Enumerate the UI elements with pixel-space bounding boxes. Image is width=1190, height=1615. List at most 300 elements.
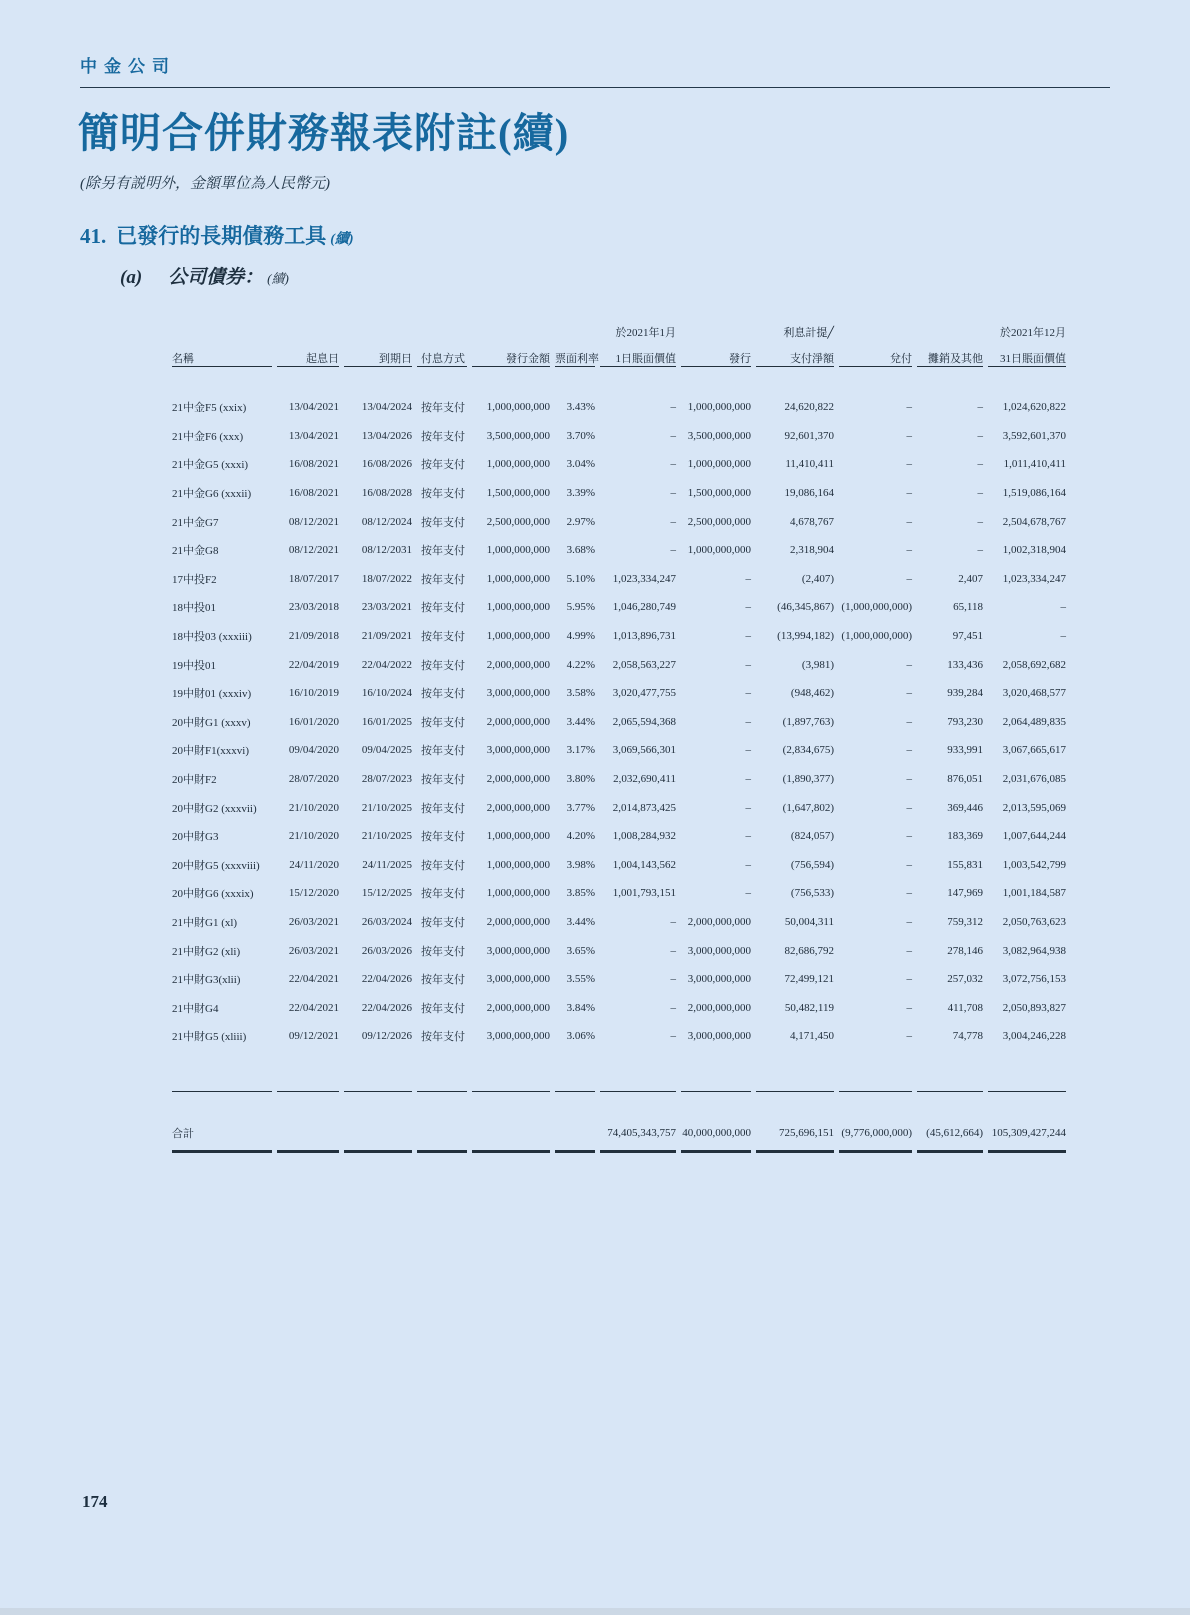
cell: – xyxy=(745,601,751,614)
cell: (1,647,802) xyxy=(782,801,834,814)
cell: 2,500,000,000 xyxy=(687,515,751,528)
cell: 74,778 xyxy=(952,1030,983,1043)
cell: 26/03/2021 xyxy=(288,915,339,928)
cell: – xyxy=(745,858,751,871)
cell: 1,023,334,247 xyxy=(612,572,676,585)
cell: 22/04/2019 xyxy=(288,658,339,671)
page-title: 簡明合併財務報表附註(續) xyxy=(78,110,570,156)
cell: 16/10/2019 xyxy=(288,687,339,700)
cell: 4,678,767 xyxy=(790,515,834,528)
table-row xyxy=(172,965,1067,994)
table-rule xyxy=(172,366,1067,367)
cell: 92,601,370 xyxy=(784,429,834,442)
cell: (46,345,867) xyxy=(777,601,834,614)
cell: – xyxy=(977,515,983,528)
section-title: 已發行的長期債務工具 xyxy=(116,224,327,248)
column-header: 支付淨額 xyxy=(790,353,834,365)
page-bottom-edge xyxy=(0,1608,1190,1615)
cell: 3,000,000,000 xyxy=(486,687,550,700)
column-header: 發行金額 xyxy=(506,353,550,365)
table-body xyxy=(172,393,1067,1051)
cell: 21/10/2025 xyxy=(361,830,412,843)
cell: 16/08/2021 xyxy=(288,458,339,471)
cell: 22/04/2021 xyxy=(288,973,339,986)
table-row xyxy=(172,851,1067,880)
rule-segment xyxy=(600,366,676,367)
cell: 2,065,594,368 xyxy=(612,715,676,728)
cell: 21中金G5 (xxxi) xyxy=(172,459,249,472)
cell: 1,003,542,799 xyxy=(1002,858,1066,871)
table-header xyxy=(172,340,1067,366)
cell: 16/08/2028 xyxy=(361,487,412,500)
cell: 933,991 xyxy=(947,744,983,757)
cell: 16/08/2021 xyxy=(288,487,339,500)
cell: 20中財F2 xyxy=(172,774,217,787)
cell: 3.43% xyxy=(566,401,595,414)
cell: 278,146 xyxy=(947,944,983,957)
cell: 按年支付 xyxy=(421,831,465,844)
column-header: 到期日 xyxy=(379,353,412,365)
cell: 按年支付 xyxy=(421,659,465,672)
table-rule xyxy=(172,1150,1067,1153)
table-row xyxy=(172,479,1067,508)
cell: 3,000,000,000 xyxy=(486,973,550,986)
cell: 21/09/2018 xyxy=(288,630,339,643)
currency-note: (除另有説明外，金額單位為人民幣元) xyxy=(80,176,330,192)
rule-segment xyxy=(988,1091,1066,1092)
cell: – xyxy=(745,801,751,814)
cell: – xyxy=(670,487,676,500)
cell: 3.84% xyxy=(566,1001,595,1014)
cell: 16/08/2026 xyxy=(361,458,412,471)
cell: 3.17% xyxy=(566,744,595,757)
rule-segment xyxy=(839,366,912,367)
column-header: 1日賬面價值 xyxy=(615,353,676,365)
cell: 3,082,964,938 xyxy=(1002,944,1066,957)
cell: 1,024,620,822 xyxy=(1002,401,1066,414)
cell: 133,436 xyxy=(947,658,983,671)
cell: 24,620,822 xyxy=(784,401,834,414)
cell: – xyxy=(906,944,912,957)
cell: 3.70% xyxy=(566,429,595,442)
cell: 3.44% xyxy=(566,715,595,728)
cell: 按年支付 xyxy=(421,430,465,443)
cell: 2,000,000,000 xyxy=(687,915,751,928)
cell: 28/07/2020 xyxy=(288,773,339,786)
cell: 按年支付 xyxy=(421,688,465,701)
cell: 2,318,904 xyxy=(790,544,834,557)
cell: – xyxy=(906,801,912,814)
cell: 3.58% xyxy=(566,687,595,700)
cell: – xyxy=(670,458,676,471)
cell: 411,708 xyxy=(947,1001,983,1014)
rule-segment xyxy=(917,1091,983,1092)
cell: 09/12/2026 xyxy=(361,1030,412,1043)
cell: 按年支付 xyxy=(421,745,465,758)
rule-segment xyxy=(600,1091,676,1092)
cell: 2.97% xyxy=(566,515,595,528)
cell: 155,831 xyxy=(947,858,983,871)
cell: – xyxy=(977,458,983,471)
cell: 16/10/2024 xyxy=(361,687,412,700)
cell: – xyxy=(670,401,676,414)
cell: 按年支付 xyxy=(421,716,465,729)
cell: 19,086,164 xyxy=(784,487,834,500)
cell: – xyxy=(906,715,912,728)
cell: 3.80% xyxy=(566,773,595,786)
cell: 1,011,410,411 xyxy=(1003,458,1066,471)
cell: 20中財G1 (xxxv) xyxy=(172,716,251,729)
column-header: 於2021年1月 xyxy=(615,327,676,339)
cell: 20中財F1(xxxvi) xyxy=(172,745,249,758)
cell: 1,001,184,587 xyxy=(1002,887,1066,900)
cell: 按年支付 xyxy=(421,402,465,415)
cell: 1,008,284,932 xyxy=(612,830,676,843)
cell: 3.39% xyxy=(566,487,595,500)
total-cell: 105,309,427,244 xyxy=(991,1126,1066,1139)
cell: 09/04/2020 xyxy=(288,744,339,757)
cell: 23/03/2018 xyxy=(288,601,339,614)
cell: 3,004,246,228 xyxy=(1002,1030,1066,1043)
cell: (1,897,763) xyxy=(782,715,834,728)
cell: 21中金F5 (xxix) xyxy=(172,402,247,415)
cell: 22/04/2026 xyxy=(361,973,412,986)
cell: 13/04/2024 xyxy=(361,401,412,414)
cell: – xyxy=(977,429,983,442)
cell: 3,000,000,000 xyxy=(486,944,550,957)
cell: – xyxy=(670,429,676,442)
cell: 2,064,489,835 xyxy=(1002,715,1066,728)
rule-segment xyxy=(277,1091,339,1092)
cell: 3.85% xyxy=(566,887,595,900)
cell: 82,686,792 xyxy=(784,944,834,957)
cell: 3.55% xyxy=(566,973,595,986)
cell: 22/04/2026 xyxy=(361,1001,412,1014)
total-cell: 74,405,343,757 xyxy=(607,1126,676,1139)
cell: – xyxy=(906,744,912,757)
cell: – xyxy=(906,773,912,786)
cell: 21中金G8 xyxy=(172,545,219,558)
rule-segment xyxy=(417,366,467,367)
cell: 3,000,000,000 xyxy=(687,944,751,957)
table-row xyxy=(172,565,1067,594)
cell: 28/07/2023 xyxy=(361,773,412,786)
cell: 16/01/2025 xyxy=(361,715,412,728)
cell: 18中投03 (xxxiii) xyxy=(172,631,252,644)
cell: 2,013,595,069 xyxy=(1002,801,1066,814)
cell: (756,533) xyxy=(790,887,834,900)
cell: 19中財01 (xxxiv) xyxy=(172,688,252,701)
cell: 3,000,000,000 xyxy=(687,973,751,986)
cell: 08/12/2031 xyxy=(361,544,412,557)
cell: 4.22% xyxy=(566,658,595,671)
cell: – xyxy=(906,687,912,700)
cell: 1,500,000,000 xyxy=(486,487,550,500)
cell: – xyxy=(906,515,912,528)
rule-segment xyxy=(172,1150,272,1153)
cell: 147,969 xyxy=(947,887,983,900)
table-row xyxy=(172,507,1067,536)
cell: 1,500,000,000 xyxy=(687,487,751,500)
cell: 3.98% xyxy=(566,858,595,871)
rule-segment xyxy=(417,1150,467,1153)
cell: 50,004,311 xyxy=(784,915,834,928)
cell: 21中財G4 xyxy=(172,1002,219,1015)
cell: 1,000,000,000 xyxy=(687,458,751,471)
cell: 16/01/2020 xyxy=(288,715,339,728)
cell: 3,067,665,617 xyxy=(1002,744,1066,757)
cell: – xyxy=(906,401,912,414)
cell: 按年支付 xyxy=(421,573,465,586)
cell: 3,592,601,370 xyxy=(1002,429,1066,442)
table-row xyxy=(172,736,1067,765)
cell: 3,500,000,000 xyxy=(687,429,751,442)
column-header: 31日賬面價值 xyxy=(1000,353,1066,365)
rule-segment xyxy=(344,1091,412,1092)
cell: 21中金F6 (xxx) xyxy=(172,430,244,443)
cell: 2,500,000,000 xyxy=(486,515,550,528)
table-row xyxy=(172,422,1067,451)
rule-segment xyxy=(472,1091,550,1092)
rule-segment xyxy=(988,1150,1066,1153)
cell: 21中財G5 (xliii) xyxy=(172,1031,247,1044)
table-row xyxy=(172,822,1067,851)
cell: – xyxy=(670,544,676,557)
cell: 21/09/2021 xyxy=(361,630,412,643)
cell: 1,000,000,000 xyxy=(486,458,550,471)
cell: 1,000,000,000 xyxy=(486,572,550,585)
cell: (2,834,675) xyxy=(782,744,834,757)
cell: 20中財G2 (xxxvii) xyxy=(172,802,257,815)
cell: 按年支付 xyxy=(421,774,465,787)
table-header-top xyxy=(172,300,1067,340)
header-divider xyxy=(80,87,1110,88)
cell: 11,410,411 xyxy=(785,458,834,471)
cell: 97,451 xyxy=(952,630,983,643)
cell: (1,890,377) xyxy=(782,773,834,786)
cell: 2,000,000,000 xyxy=(486,658,550,671)
section-number: 41. xyxy=(80,224,107,248)
rule-segment xyxy=(917,1150,983,1153)
column-header: 起息日 xyxy=(306,353,339,365)
cell: 15/12/2025 xyxy=(361,887,412,900)
cell: 1,000,000,000 xyxy=(687,401,751,414)
rule-segment xyxy=(277,366,339,367)
rule-segment xyxy=(172,366,272,367)
cell: 1,000,000,000 xyxy=(486,544,550,557)
cell: 按年支付 xyxy=(421,488,465,501)
cell: 13/04/2021 xyxy=(288,401,339,414)
table-row xyxy=(172,765,1067,794)
cell: 2,000,000,000 xyxy=(687,1001,751,1014)
subsection-heading xyxy=(120,262,289,289)
cell: 72,499,121 xyxy=(784,973,834,986)
cell: 3,069,566,301 xyxy=(612,744,676,757)
cell: 1,000,000,000 xyxy=(486,630,550,643)
cell: 2,000,000,000 xyxy=(486,801,550,814)
page-number: 174 xyxy=(82,1492,108,1511)
cell: 按年支付 xyxy=(421,459,465,472)
cell: 13/04/2021 xyxy=(288,429,339,442)
table-row xyxy=(172,679,1067,708)
rule-segment xyxy=(344,366,412,367)
cell: – xyxy=(906,458,912,471)
cell: 2,050,763,623 xyxy=(1002,915,1066,928)
cell: 24/11/2020 xyxy=(289,858,339,871)
cell: 1,000,000,000 xyxy=(486,401,550,414)
cell: (3,981) xyxy=(801,658,834,671)
table-row xyxy=(172,879,1067,908)
table-row xyxy=(172,908,1067,937)
cell: 1,000,000,000 xyxy=(486,887,550,900)
cell: 21中財G3(xlii) xyxy=(172,974,241,987)
cell: – xyxy=(670,515,676,528)
cell: (1,000,000,000) xyxy=(841,601,912,614)
cell: 3.65% xyxy=(566,944,595,957)
rule-segment xyxy=(600,1150,676,1153)
cell: 按年支付 xyxy=(421,859,465,872)
cell: 2,058,563,227 xyxy=(612,658,676,671)
cell: 按年支付 xyxy=(421,1002,465,1015)
cell: 19中投01 xyxy=(172,659,216,672)
cell: 按年支付 xyxy=(421,1031,465,1044)
cell: – xyxy=(745,572,751,585)
cell: 876,051 xyxy=(947,773,983,786)
cell: – xyxy=(670,1001,676,1014)
cell: 18/07/2022 xyxy=(361,572,412,585)
cell: – xyxy=(977,401,983,414)
cell: 2,407 xyxy=(958,572,983,585)
cell: 17中投F2 xyxy=(172,573,217,586)
cell: 15/12/2020 xyxy=(288,887,339,900)
cell: 26/03/2024 xyxy=(361,915,412,928)
cell: 按年支付 xyxy=(421,802,465,815)
table-row xyxy=(172,622,1067,651)
rule-segment xyxy=(681,1150,751,1153)
cell: 369,446 xyxy=(947,801,983,814)
rule-segment xyxy=(277,1150,339,1153)
subsection-title: 公司債券： xyxy=(168,267,264,288)
cell: – xyxy=(906,1001,912,1014)
cell: – xyxy=(1060,630,1066,643)
cell: 759,312 xyxy=(947,915,983,928)
cell: (2,407) xyxy=(801,572,834,585)
cell: – xyxy=(670,944,676,957)
cell: – xyxy=(745,744,751,757)
cell: 1,519,086,164 xyxy=(1002,487,1066,500)
column-header: 攤銷及其他 xyxy=(928,353,983,365)
rule-segment xyxy=(417,1091,467,1092)
cell: 2,058,692,682 xyxy=(1002,658,1066,671)
table-row xyxy=(172,450,1067,479)
cell: 5.10% xyxy=(566,572,595,585)
cell: 21中財G2 (xli) xyxy=(172,945,241,958)
cell: 2,000,000,000 xyxy=(486,915,550,928)
cell: 26/03/2026 xyxy=(361,944,412,957)
cell: – xyxy=(906,887,912,900)
cell: – xyxy=(906,487,912,500)
table-row xyxy=(172,536,1067,565)
rule-segment xyxy=(756,366,834,367)
table-row xyxy=(172,650,1067,679)
cell: 3.04% xyxy=(566,458,595,471)
cell: 18中投01 xyxy=(172,602,216,615)
cell: 3.68% xyxy=(566,544,595,557)
rule-segment xyxy=(555,366,595,367)
cell: – xyxy=(906,915,912,928)
rule-segment xyxy=(555,1091,595,1092)
cell: 1,013,896,731 xyxy=(612,630,676,643)
cell: – xyxy=(745,687,751,700)
cell: 09/12/2021 xyxy=(288,1030,339,1043)
cell: 21中金G7 xyxy=(172,516,219,529)
cell: 793,230 xyxy=(947,715,983,728)
cell: 21/10/2025 xyxy=(361,801,412,814)
cell: 4.99% xyxy=(566,630,595,643)
cell: 4.20% xyxy=(566,830,595,843)
table-row xyxy=(172,708,1067,737)
cell: 50,482,119 xyxy=(784,1001,834,1014)
cell: (1,000,000,000) xyxy=(841,630,912,643)
cell: 26/03/2021 xyxy=(288,944,339,957)
table-rule xyxy=(172,1091,1067,1092)
cell: (13,994,182) xyxy=(777,630,834,643)
cell: 3.06% xyxy=(566,1030,595,1043)
total-cell: 40,000,000,000 xyxy=(682,1126,751,1139)
table-row xyxy=(172,1022,1067,1051)
cell: – xyxy=(670,915,676,928)
cell: – xyxy=(745,830,751,843)
cell: 20中財G3 xyxy=(172,831,219,844)
cell: – xyxy=(745,773,751,786)
rule-segment xyxy=(344,1150,412,1153)
table-row xyxy=(172,593,1067,622)
cell: 3,000,000,000 xyxy=(687,1030,751,1043)
cell: 按年支付 xyxy=(421,945,465,958)
cell: 按年支付 xyxy=(421,916,465,929)
cell: 按年支付 xyxy=(421,631,465,644)
cell: 65,118 xyxy=(953,601,983,614)
rule-segment xyxy=(988,366,1066,367)
rule-segment xyxy=(681,1091,751,1092)
table-row xyxy=(172,393,1067,422)
cell: – xyxy=(906,544,912,557)
cell: 3,000,000,000 xyxy=(486,744,550,757)
cell: 按年支付 xyxy=(421,602,465,615)
section-continued-label: (續) xyxy=(330,232,354,247)
column-header: 利息計提╱ xyxy=(783,327,834,339)
column-header: 票面利率 xyxy=(555,353,599,365)
cell: 21/10/2020 xyxy=(288,830,339,843)
cell: – xyxy=(670,973,676,986)
cell: 3,020,468,577 xyxy=(1002,687,1066,700)
cell: – xyxy=(906,572,912,585)
total-cell: (45,612,664) xyxy=(926,1126,983,1139)
subsection-continued-label: (續) xyxy=(267,271,289,286)
cell: – xyxy=(977,487,983,500)
cell: 1,000,000,000 xyxy=(486,858,550,871)
subsection-marker: (a) xyxy=(120,267,143,288)
cell: 3,500,000,000 xyxy=(486,429,550,442)
cell: 24/11/2025 xyxy=(362,858,412,871)
cell: – xyxy=(745,658,751,671)
cell: 2,031,676,085 xyxy=(1002,773,1066,786)
column-header: 於2021年12月 xyxy=(1000,327,1066,339)
cell: 939,284 xyxy=(947,687,983,700)
cell: 22/04/2021 xyxy=(288,1001,339,1014)
table-row xyxy=(172,793,1067,822)
cell: 08/12/2024 xyxy=(361,515,412,528)
